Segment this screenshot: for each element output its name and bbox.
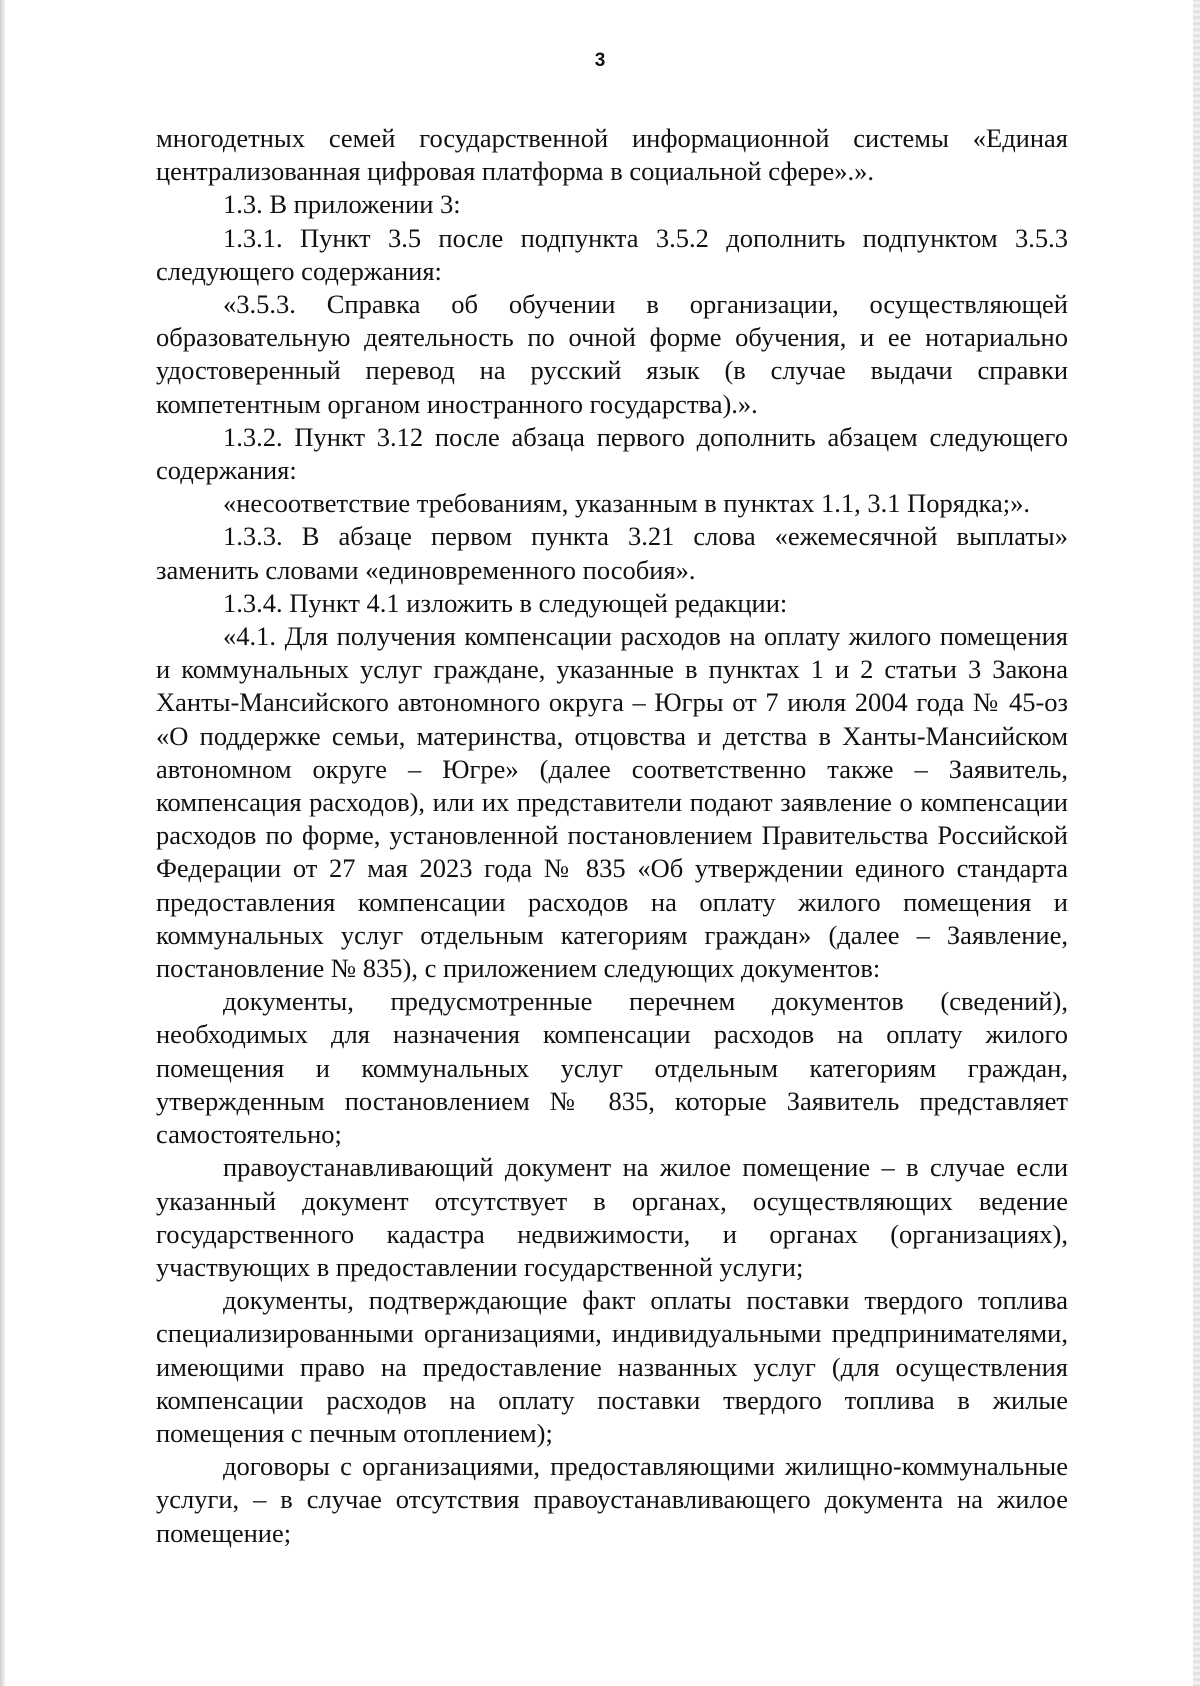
- paragraph: 1.3.4. Пункт 4.1 изложить в следующей редакции:: [223, 587, 788, 618]
- paragraph: документы, предусмотренные перечнем документов (сведений), необходимых для назначения компенсации расходов на оплату жилого помещения и коммунальных услуг отдельным категориям граждан, утвержденным постановлением № 835, которые Заявитель представляет самостоятельно;: [156, 986, 1068, 1150]
- paragraph: «3.5.3. Справка об обучении в организации, осуществляющей образовательную деятельность по очной форме обучения, и ее нотариально удостоверенный перевод на русский язык (в случае выдачи справки компетентным органом иностранного государства).».: [156, 289, 1068, 419]
- scan-edge-right: [1193, 0, 1200, 1686]
- paragraph: «несоответствие требованиям, указанным в пунктах 1.1, 3.1 Порядка;».: [223, 488, 1030, 519]
- paragraph: договоры с организациями, предоставляющими жилищно-коммунальные услуги, – в случае отсутствия правоустанавливающего документа на жилое помещение;: [156, 1451, 1068, 1548]
- paragraph: документы, подтверждающие факт оплаты поставки твердого топлива специализированными организациями, индивидуальными предпринимателями, имеющими право на предоставление названных услуг (для осуществления компенсации расходов на оплату поставки твердого топлива в жилые помещения с печным отоплением);: [156, 1285, 1068, 1448]
- paragraph: 1.3. В приложении 3:: [223, 189, 461, 220]
- page-number: 3: [594, 50, 606, 71]
- paragraph: многодетных семей государственной информационной системы «Единая централизованная цифровая платформа в социальной сфере».».: [156, 123, 1068, 187]
- document-body: [156, 122, 1068, 1550]
- paragraph: 1.3.2. Пункт 3.12 после абзаца первого дополнить абзацем следующего содержания:: [156, 421, 1068, 486]
- paragraph: «4.1. Для получения компенсации расходов на оплату жилого помещения и коммунальных услуг граждане, указанные в пунктах 1 и 2 статьи 3 Закона Ханты-Мансийского автономного округа – Югры от 7 июля 2004 года № 45-оз «О поддержке семьи, материнства, отцовства и детства в Ханты-Мансийском автономном округе – Югре» (далее соответственно также – Заявитель, компенсация расходов), или их представители подают заявление о компенсации расходов по форме, установленной постановлением Правительства Российской Федерации от 27 мая 2023 года № 835 «Об утверждении единого стандарта предоставления компенсации расходов на оплату жилого помещения и коммунальных услуг отдельным категориям граждан» (далее – Заявление, постановление № 835), с приложением следующих документов:: [156, 621, 1068, 984]
- paragraph: правоустанавливающий документ на жилое помещение – в случае если указанный документ отсутствует в органах, осуществляющих ведение государственного кадастра недвижимости, и органах (организациях), участвующих в предоставлении государственной услуги;: [156, 1152, 1068, 1282]
- paragraph: 1.3.3. В абзаце первом пункта 3.21 слова «ежемесячной выплаты» заменить словами «единовременного пособия».: [156, 521, 1068, 585]
- scan-edge-left: [0, 0, 5, 1686]
- paragraph: 1.3.1. Пункт 3.5 после подпункта 3.5.2 дополнить подпунктом 3.5.3 следующего содержания:: [156, 222, 1068, 286]
